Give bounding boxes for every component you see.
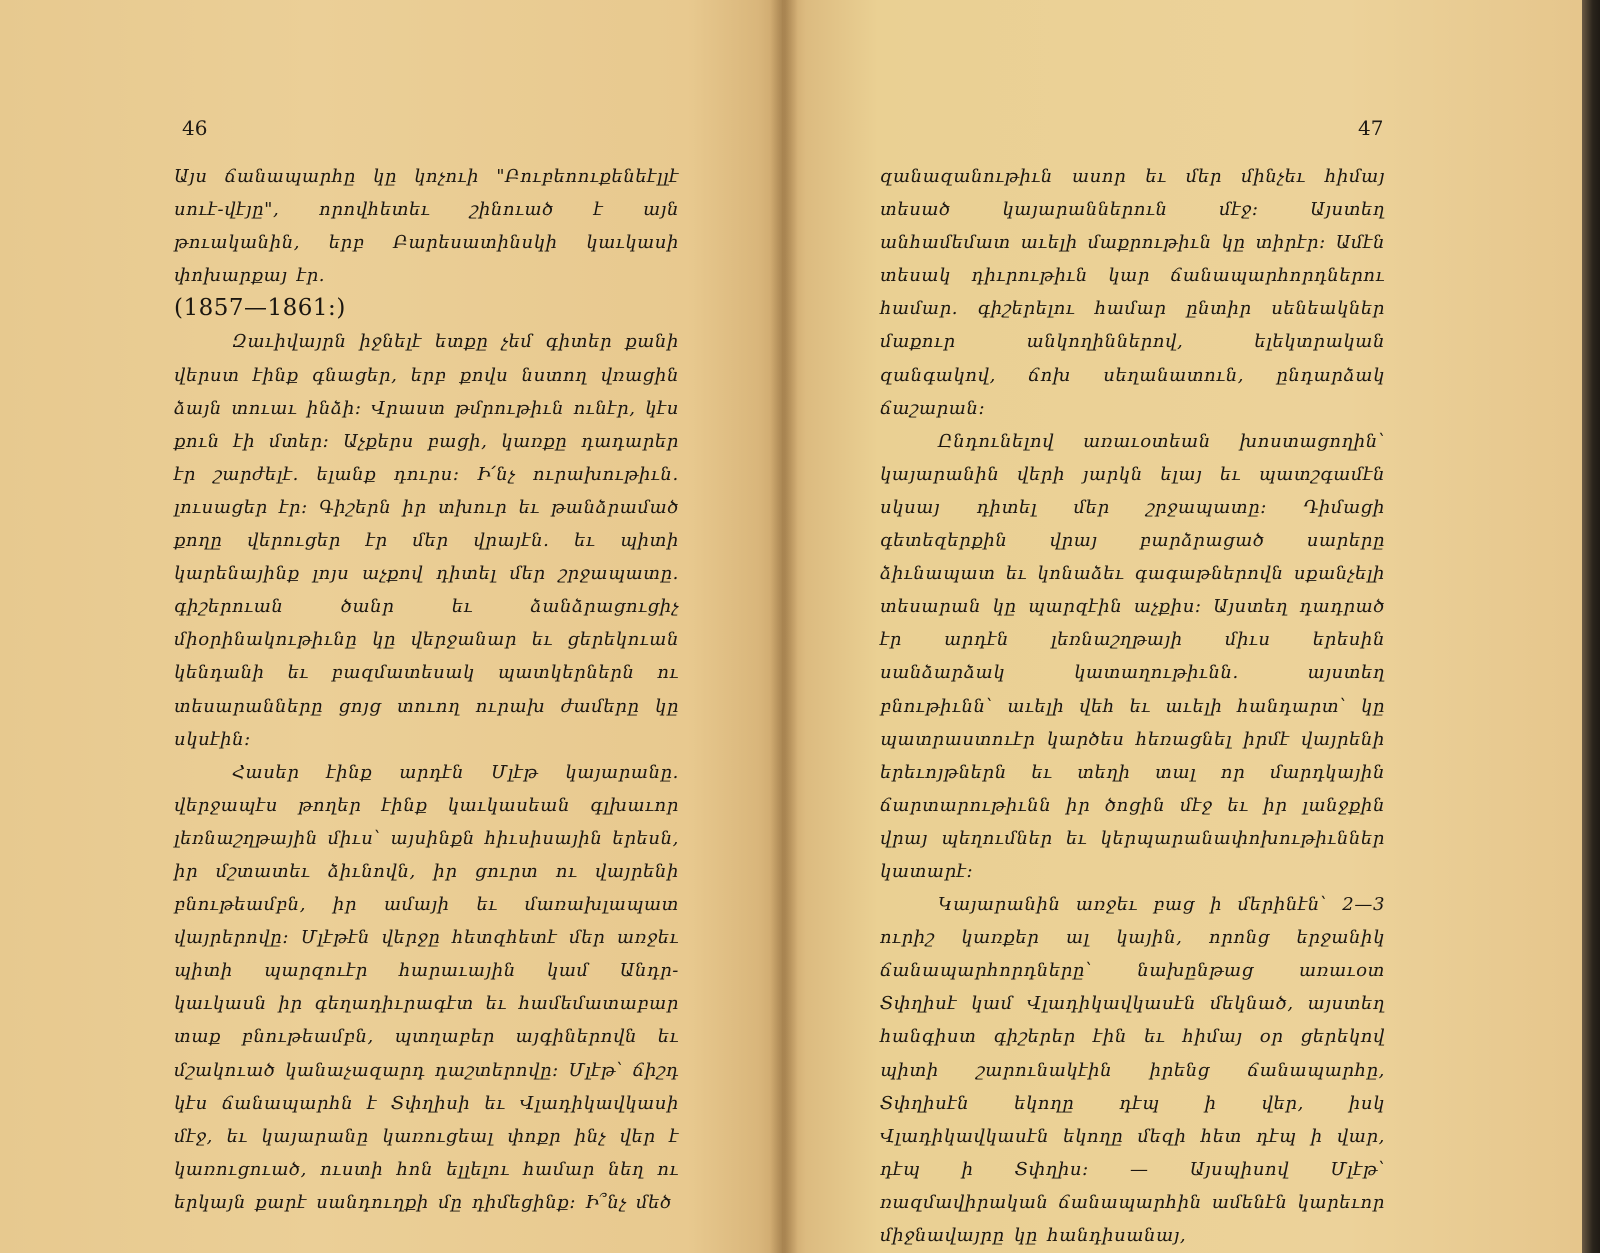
right-page [782, 0, 1582, 1253]
paragraph: Զաւիվայրն իջնելէ ետքը չեմ գիտեր քանի վերստ էինք գնացեր, երբ քովս նստող վռացին ձայն տուաւ ինձի։ Վրաստ թմրութիւն ունէր, կէս քուն էի մտեր։ Աչքերս բացի, կառքը դադարեր էր շարժելէ. ելանք դուրս։ Ի՛նչ ուրախութիւն․ լուսացեր էր։ Գիշերն իր տխուր եւ թանձրամած քողը վերուցեր էր մեր վրայէն. եւ պիտի կարենայինք լոյս աչքով դիտել մեր շրջապատը. գիշերուան ծանր եւ ձանձրացուցիչ միօրինակութիւնը կը վերջանար եւ ցերեկուան կենդանի եւ բազմատեսակ պատկերներն ու տեսարանները ցոյց տուող ուրախ ժամերը կը սկսէին։ [174, 331, 679, 750]
paragraph: Ընդունելով առաւօտեան խոստացողին՝ կայարանին վերի յարկն ելայ եւ պատշգամէն սկսայ դիտել մեր շրջապատը։ Դիմացի գետեզերքին վրայ բարձրացած սարերը ձիւնապատ եւ կոնաձեւ գագաթներովն սքանչելի տեսարան կը պարզէին աչքիս։ Այստեղ դադրած էր արդէն լեռնաշղթայի միւս երեսին սանձարձակ կատաղութիւնն. այստեղ բնութիւնն՝ աւելի վեհ եւ աւելի հանդարտ՝ կը պատրաստուէր կարծես հեռացնել իրմէ վայրենի երեւոյթներն եւ տեղի տալ որ մարդկային ճարտարութիւնն իր ծոցին մէջ եւ իր լանջքին վրայ պեղումներ եւ կերպարանափոխութիւններ կատարէ։ [880, 430, 1385, 882]
text-block [880, 160, 1385, 1252]
page-edge [1582, 0, 1600, 1253]
paragraph: զանազանութիւն ասոր եւ մեր մինչեւ հիմայ տեսած կայարաններուն մէջ։ Այստեղ անհամեմատ աւելի մաքրութիւն կը տիրէր։ Ամէն տեսակ դիւրութիւն կար ճանապարհորդներու համար. գիշերելու համար ընտիր սենեակներ մաքուր անկողիններով, ելեկտրական զանգակով, ճոխ սեղանատուն, ընդարձակ ճաշարան։ [880, 166, 1385, 419]
left-page [0, 0, 782, 1253]
dates-line: (1857—1861։) [174, 295, 346, 322]
paragraph [174, 160, 679, 325]
gutter-shadow [770, 0, 798, 1253]
text-block [174, 160, 679, 1219]
paragraph: Հասեր էինք արդէն Մլէթ կայարանը. վերջապէս թողեր էինք կաւկասեան գլխաւոր լեռնաշղթային միւս՝ այսինքն հիւսիսային երեսն, իր մշտատեւ ձիւնովն, իր ցուրտ ու վայրենի բնութեամբն, իր ամայի եւ մառախլապատ վայրերովը։ Մլէթէն վերջը հետզհետէ մեր առջեւ պիտի պարզուէր հարաւային կամ Անդր-կաւկասն իր գեղադիւրագէտ եւ համեմատաբար տաք բնութեամբն, պտղաբեր այգիներովն եւ մշակուած կանաչազարդ դաշտերովը։ Մլէթ՝ ճիշդ կէս ճանապարհն է Տփղիսի եւ Վլադիկավկասի մէջ, եւ կայարանը կառուցեալ փոքր ինչ վեր է կառուցուած, ուստի հոն ելլելու համար նեղ ու երկայն քարէ սանդուղքի մը դիմեցինք։ Ի՞նչ մեծ [174, 761, 679, 1213]
page-number: 47 [1358, 116, 1384, 140]
page-number: 46 [182, 116, 208, 140]
paragraph-text: Այս ճանապարհը կը կոչուի "Բուբեոուքենեէլլէ սուէ-վէյը", որովհետեւ շինուած է այն թուականին, երբ Բարեսատինսկի կաւկասի փոխարքայ էր. [174, 166, 679, 287]
paragraph: Կայարանին առջեւ բաց ի մերինէն՝ 2—3 ուրիշ կառքեր ալ կային, որոնց երջանիկ ճանապարհորդները՝ նախընթաց առաւօտ Տփղիսէ կամ Վլադիկավկասէն մեկնած, այստեղ հանգիստ գիշերեր էին եւ հիմայ օր ցերեկով պիտի շարունակէին իրենց ճանապարհը, Տփղիսէն եկողը դէպ ի վեր, իսկ Վլադիկավկասէն եկողը մեզի հետ դէպ ի վար, դէպ ի Տփղիս։ — Այսպիսով Մլէթ՝ ռազմավիրական ճանապարհին ամենէն կարեւոր միջնավայրը կը հանդիսանայ, [880, 894, 1385, 1246]
